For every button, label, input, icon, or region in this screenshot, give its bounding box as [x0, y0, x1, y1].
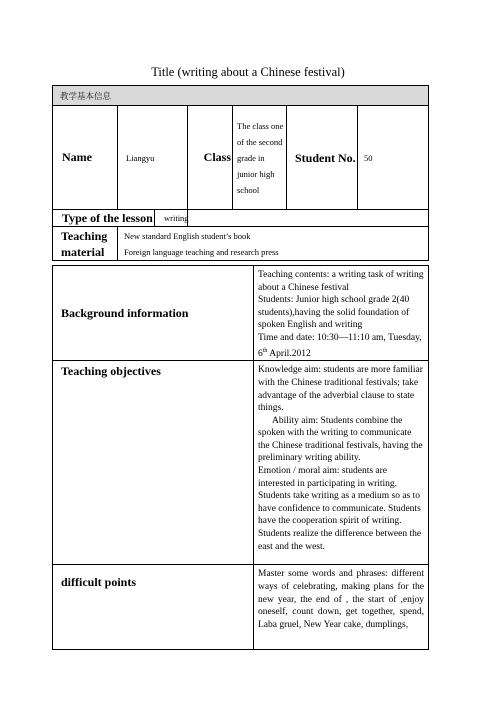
- document-title: Title (writing about a Chinese festival): [151, 65, 345, 79]
- difficult-points-label: difficult points: [53, 565, 254, 650]
- lesson-type-filler: [188, 210, 429, 227]
- material-label: Teaching material: [53, 227, 118, 261]
- class-value: The class one of the second grade in junior high school: [233, 106, 287, 210]
- text-line: Knowledge aim: students are more familiar with the Chinese traditional festivals; take advantage of the adverbial clause to state things.: [258, 365, 423, 414]
- background-label: Background information: [53, 266, 254, 361]
- text-line: Students: Junior high school grade 2(40 students),having the solid foundation of spoken English and writing: [258, 295, 410, 331]
- student-no-label: Student No.: [287, 106, 358, 210]
- text-line: Emotion / moral aim: students are interested in participating in writing. Students take writing as a medium so as to have confidence to communicate. Students have the cooperation spirit of writing. Students realize the difference between the east and the west.: [258, 466, 422, 552]
- difficult-points-value: Master some words and phrases: different ways of celebrating, making plans for the new year, the end of , the start of ,enjoy oneself, count down, get together, spend, Laba gruel, New Year cake, dumplings,: [254, 565, 429, 650]
- lesson-plan-table: [52, 265, 429, 650]
- objectives-value: [254, 361, 429, 565]
- table-header: 教学基本信息: [53, 86, 429, 106]
- objectives-label: Teaching objectives: [53, 361, 254, 565]
- name-value: Liangyu: [118, 106, 188, 210]
- material-line: New standard English student’s book: [124, 230, 251, 241]
- text-run: Time and date: 10:30—11:10 am, Tuesday, 6: [258, 332, 422, 359]
- student-no-value: 50: [358, 106, 429, 210]
- lesson-type-row: [53, 210, 188, 227]
- material-value: [118, 227, 429, 261]
- text-line: [258, 332, 424, 360]
- superscript: th: [262, 347, 268, 354]
- lesson-type-value: writing: [164, 213, 189, 223]
- class-label: Class: [188, 106, 233, 210]
- text-line: Teaching contents: a writing task of writing about a Chinese festival: [258, 270, 424, 293]
- background-value: [254, 266, 429, 361]
- name-label: Name: [53, 106, 118, 210]
- basic-info-table: [52, 85, 429, 261]
- material-line: Foreign language teaching and research press: [124, 246, 279, 257]
- text-run: April.2012: [267, 348, 311, 359]
- lesson-type-label: Type of the lesson: [62, 211, 153, 225]
- text-line: Ability aim: Students combine the spoken with the writing to communicate the Chinese traditional festivals, having the preliminary writing ability.: [258, 415, 423, 464]
